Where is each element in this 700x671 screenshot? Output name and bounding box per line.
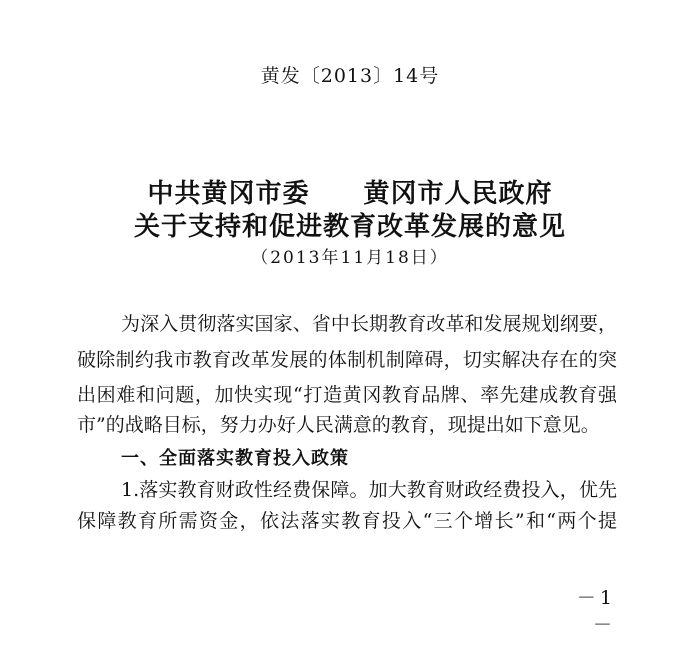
document-title-subject: 关于支持和促进教育改革发展的意见 <box>133 212 566 242</box>
paragraph-line: 为深入贯彻落实国家、省中长期教育改革和发展规划纲要， <box>121 313 617 335</box>
document-date: （2013年11月18日） <box>251 248 449 268</box>
paragraph-line: 1.落实教育财政性经费保障。加大教育财政经费投入，优先 <box>121 479 617 501</box>
document-title-issuers: 中共黄冈市委 黄冈市人民政府 <box>147 179 553 209</box>
page-number: －1－ <box>576 587 616 636</box>
paragraph-line: 市”的战略目标，努力办好人民满意的教育，现提出如下意见。 <box>77 414 600 436</box>
section-heading: 一、全面落实教育投入政策 <box>121 448 349 469</box>
document-number: 黄发〔2013〕14号 <box>260 65 440 87</box>
paragraph-line: 破除制约我市教育改革发展的体制机制障碍，切实解决存在的突 <box>77 349 617 371</box>
paragraph-line: 出困难和问题，加快实现“打造黄冈教育品牌、率先建成教育强 <box>77 384 617 406</box>
paragraph-line: 保障教育所需资金，依法落实教育投入“三个增长”和“两个提 <box>77 510 617 532</box>
